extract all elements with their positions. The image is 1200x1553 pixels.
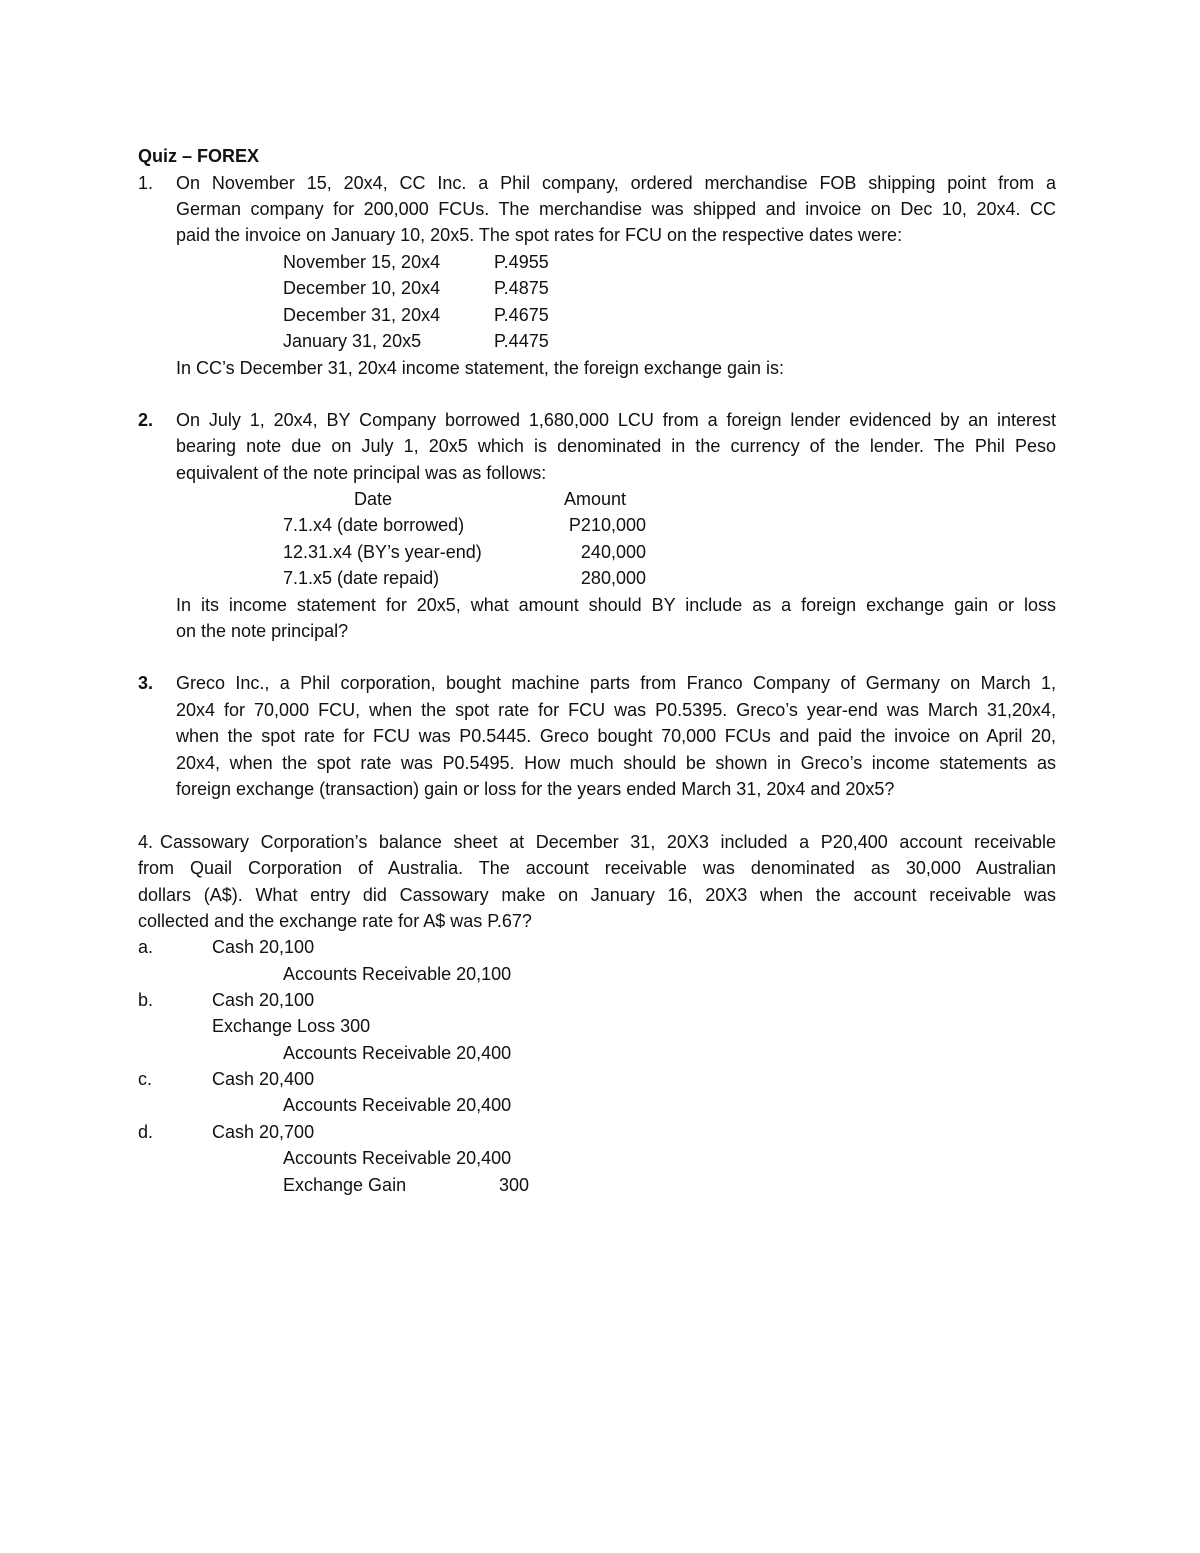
q2-question-line: on the note principal? (176, 621, 349, 641)
q1-line: On November 15, 20x4, CC Inc. a Phil company, ordered merchandise FOB shipping point from a (176, 173, 1056, 193)
q1-question: In CC’s December 31, 20x4 income statement, the foreign exchange gain is: (176, 358, 785, 378)
option-d-credit: Accounts Receivable 20,400 (283, 1148, 512, 1168)
option-d-debit: Cash 20,700 (212, 1122, 315, 1142)
q2-table-header-amount: Amount (564, 489, 627, 509)
q1-rate-value: P.4675 (494, 305, 549, 325)
option-d-gain-value: 300 (499, 1175, 530, 1195)
option-c-debit: Cash 20,400 (212, 1069, 315, 1089)
q2-table-date: 7.1.x5 (date repaid) (283, 568, 440, 588)
q3-number: 3. (138, 673, 154, 693)
q2-number: 2. (138, 410, 154, 430)
q2-line: On July 1, 20x4, BY Company borrowed 1,680,000 LCU from a foreign lender evidenced by an interest (176, 410, 1056, 430)
option-c-credit: Accounts Receivable 20,400 (283, 1095, 512, 1115)
q1-line: paid the invoice on January 10, 20x5. The spot rates for FCU on the respective dates were: (176, 225, 903, 245)
q3-line: 20x4 for 70,000 FCU, when the spot rate for FCU was P0.5395. Greco’s year-end was March 31,20x4, (176, 700, 1056, 720)
q2-table-amount: 240,000 (580, 542, 646, 562)
q4-number: 4. (138, 832, 154, 852)
q2-question-line: In its income statement for 20x5, what amount should BY include as a foreign exchange gain or loss (176, 595, 1056, 615)
option-b-debit-loss: Exchange Loss 300 (212, 1016, 371, 1036)
q1-line: German company for 200,000 FCUs. The merchandise was shipped and invoice on Dec 10, 20x4. CC (176, 199, 1056, 219)
q4-line: from Quail Corporation of Australia. The account receivable was denominated as 30,000 Australian (138, 858, 1056, 878)
q1-number: 1. (138, 173, 154, 193)
option-b-credit: Accounts Receivable 20,400 (283, 1043, 512, 1063)
q3-line: Greco Inc., a Phil corporation, bought machine parts from Franco Company of Germany on March 1, (176, 673, 1056, 693)
q3-line: foreign exchange (transaction) gain or loss for the years ended March 31, 20x4 and 20x5? (176, 779, 895, 799)
q4-line: dollars (A$). What entry did Cassowary make on January 16, 20X3 when the account receivable was (138, 885, 1056, 905)
q1-rate-value: P.4475 (494, 331, 549, 351)
option-d-letter: d. (138, 1122, 154, 1142)
q3-line: 20x4, when the spot rate was P0.5495. How much should be shown in Greco’s income statements as (176, 753, 1056, 773)
option-c-letter: c. (138, 1069, 153, 1089)
page-title: Quiz – FOREX (138, 146, 260, 166)
option-b-letter: b. (138, 990, 154, 1010)
q1-rate-date: December 10, 20x4 (283, 278, 441, 298)
q2-table-amount: 280,000 (580, 568, 646, 588)
q1-rate-value: P.4875 (494, 278, 549, 298)
q2-table-amount: P210,000 (568, 515, 646, 535)
q2-table-date: 12.31.x4 (BY’s year-end) (283, 542, 482, 562)
option-b-debit: Cash 20,100 (212, 990, 315, 1010)
q1-rate-value: P.4955 (494, 252, 549, 272)
q2-line: equivalent of the note principal was as follows: (176, 463, 547, 483)
q2-table-date: 7.1.x4 (date borrowed) (283, 515, 465, 535)
q1-rate-date: January 31, 20x5 (283, 331, 422, 351)
q3-line: when the spot rate for FCU was P0.5445. Greco bought 70,000 FCUs and paid the invoice on April 20, (176, 726, 1056, 746)
q2-line: bearing note due on July 1, 20x5 which is denominated in the currency of the lender. The Phil Peso (176, 436, 1056, 456)
option-a-credit: Accounts Receivable 20,100 (283, 964, 512, 984)
q4-line: collected and the exchange rate for A$ was P.67? (138, 911, 532, 931)
q1-rate-date: December 31, 20x4 (283, 305, 441, 325)
option-d-gain-label: Exchange Gain (283, 1175, 407, 1195)
option-a-debit: Cash 20,100 (212, 937, 315, 957)
q1-rate-date: November 15, 20x4 (283, 252, 441, 272)
q2-table-header-date: Date (354, 489, 393, 509)
option-a-letter: a. (138, 937, 154, 957)
q4-line: Cassowary Corporation’s balance sheet at December 31, 20X3 included a P20,400 account receivable (160, 832, 1056, 852)
